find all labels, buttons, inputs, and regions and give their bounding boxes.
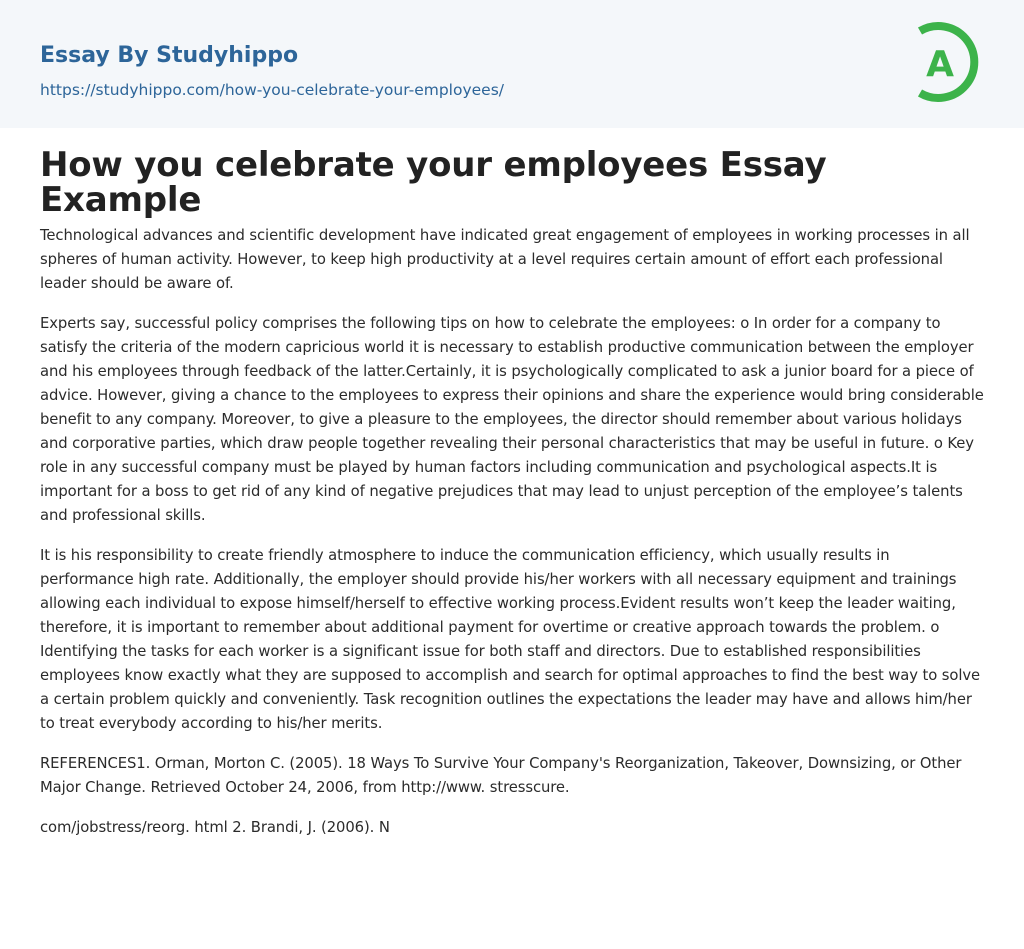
site-header (0, 0, 1024, 128)
logo-letter: A (926, 44, 954, 85)
paragraph: Experts say, successful policy comprises the following tips on how to celebrate the employees: o In order for a company to satisfy the criteria of the modern capricious world it is necessary to establish productive communication between the employer and his employees through feedback of the latter.Certainly, it is psychologically complicated to ask a junior board for a piece of advice. However, giving a chance to the employees to express their opinions and share the experience would bring considerable benefit to any company. Moreover, to give a pleasure to the employees, the director should remember about various holidays and corporative parties, which draw people together revealing their personal characteristics that may be useful in future. o Key role in any successful company must be played by human factors including communication and psychological aspects.It is important for a boss to get rid of any kind of negative prejudices that may lead to unjust perception of the employee’s talents and professional skills. (40, 315, 984, 524)
site-brand[interactable]: Essay By Studyhippo (40, 43, 299, 68)
paragraph: Technological advances and scientific development have indicated great engagement of employees in working processes in all spheres of human activity. However, to keep high productivity at a level requires certain amount of effort each professional leader should be aware of. (40, 227, 970, 292)
article (0, 128, 1024, 840)
paragraph: REFERENCES1. Orman, Morton C. (2005). 18 Ways To Survive Your Company's Reorganization, Takeover, Downsizing, or Other Major Change. Retrieved October 24, 2006, from http://www. stresscure. (40, 755, 962, 796)
page-title: How you celebrate your employees Essay Example (40, 145, 827, 220)
essay-url-link[interactable]: https://studyhippo.com/how-you-celebrate-your-employees/ (40, 81, 505, 99)
studyhippo-logo-icon[interactable] (912, 18, 986, 106)
paragraph: com/jobstress/reorg. html 2. Brandi, J. (2006). N (40, 819, 390, 836)
paragraph: It is his responsibility to create friendly atmosphere to induce the communication efficiency, which usually results in performance high rate. Additionally, the employer should provide his/her workers with all necessary equipment and trainings allowing each individual to expose himself/herself to effective working process.Evident results won’t keep the leader waiting, therefore, it is important to remember about additional payment for overtime or creative approach towards the problem. o Identifying the tasks for each worker is a significant issue for both staff and directors. Due to established responsibilities employees know exactly what they are supposed to accomplish and search for optimal approaches to find the best way to solve a certain problem quickly and conveniently. Task recognition outlines the expectations the leader may have and allows him/her to treat everybody according to his/her merits. (40, 547, 980, 732)
